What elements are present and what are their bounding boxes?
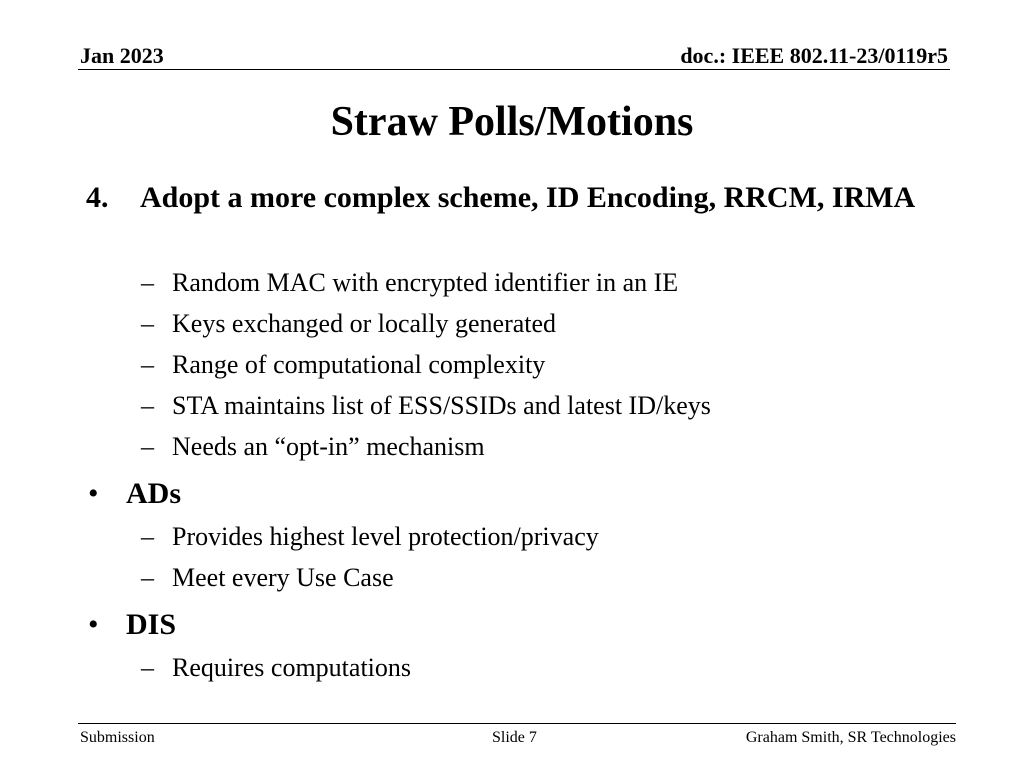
list-number: 4.	[86, 181, 109, 214]
sub-list-item	[141, 266, 941, 300]
sub-list-item-text: Keys exchanged or locally generated	[172, 309, 557, 338]
dash-marker: –	[141, 653, 154, 682]
sub-list-item-text: Provides highest level protection/privacy	[172, 522, 599, 551]
dash-marker: –	[141, 522, 154, 551]
list-item-ads	[86, 474, 946, 514]
sub-list-item-text: Range of computational complexity	[172, 350, 546, 379]
dash-marker: –	[141, 391, 154, 420]
header-date: Jan 2023	[80, 43, 164, 68]
slide-title: Straw Polls/Motions	[330, 99, 694, 145]
footer-slide-number: Slide 7	[492, 729, 537, 746]
footer-author: Graham Smith, SR Technologies	[745, 729, 956, 746]
sub-list-item-text: Meet every Use Case	[172, 563, 394, 592]
sub-list-item	[141, 389, 941, 423]
dash-marker: –	[141, 309, 154, 338]
sub-list-item	[141, 307, 941, 341]
list-item-adopt-scheme	[86, 178, 946, 218]
list-item-text: DIS	[126, 608, 177, 641]
sub-list-item-text: Requires computations	[172, 653, 412, 682]
sub-list-item	[141, 430, 941, 464]
list-item-text: ADs	[126, 477, 182, 510]
dash-marker: –	[141, 563, 154, 592]
dash-marker: –	[141, 350, 154, 379]
bullet-marker: •	[88, 477, 99, 510]
bullet-marker: •	[88, 608, 99, 641]
header-doc-id: doc.: IEEE 802.11-23/0119r5	[680, 43, 948, 68]
sub-list-item	[141, 348, 941, 382]
sub-list-item-text: Random MAC with encrypted identifier in an IE	[172, 268, 679, 297]
sub-list-item-text: STA maintains list of ESS/SSIDs and latest ID/keys	[172, 391, 711, 420]
sub-list-item	[141, 520, 941, 554]
sub-list-item	[141, 561, 941, 595]
footer-divider	[78, 723, 956, 724]
sub-list-item	[141, 651, 941, 685]
footer-submission: Submission	[80, 729, 155, 746]
dash-marker: –	[141, 432, 154, 461]
list-item-dis	[86, 605, 946, 645]
dash-marker: –	[141, 268, 154, 297]
list-item-text: Adopt a more complex scheme, ID Encoding, RRCM, IRMA	[140, 181, 916, 214]
sub-list-item-text: Needs an “opt-in” mechanism	[172, 432, 485, 461]
